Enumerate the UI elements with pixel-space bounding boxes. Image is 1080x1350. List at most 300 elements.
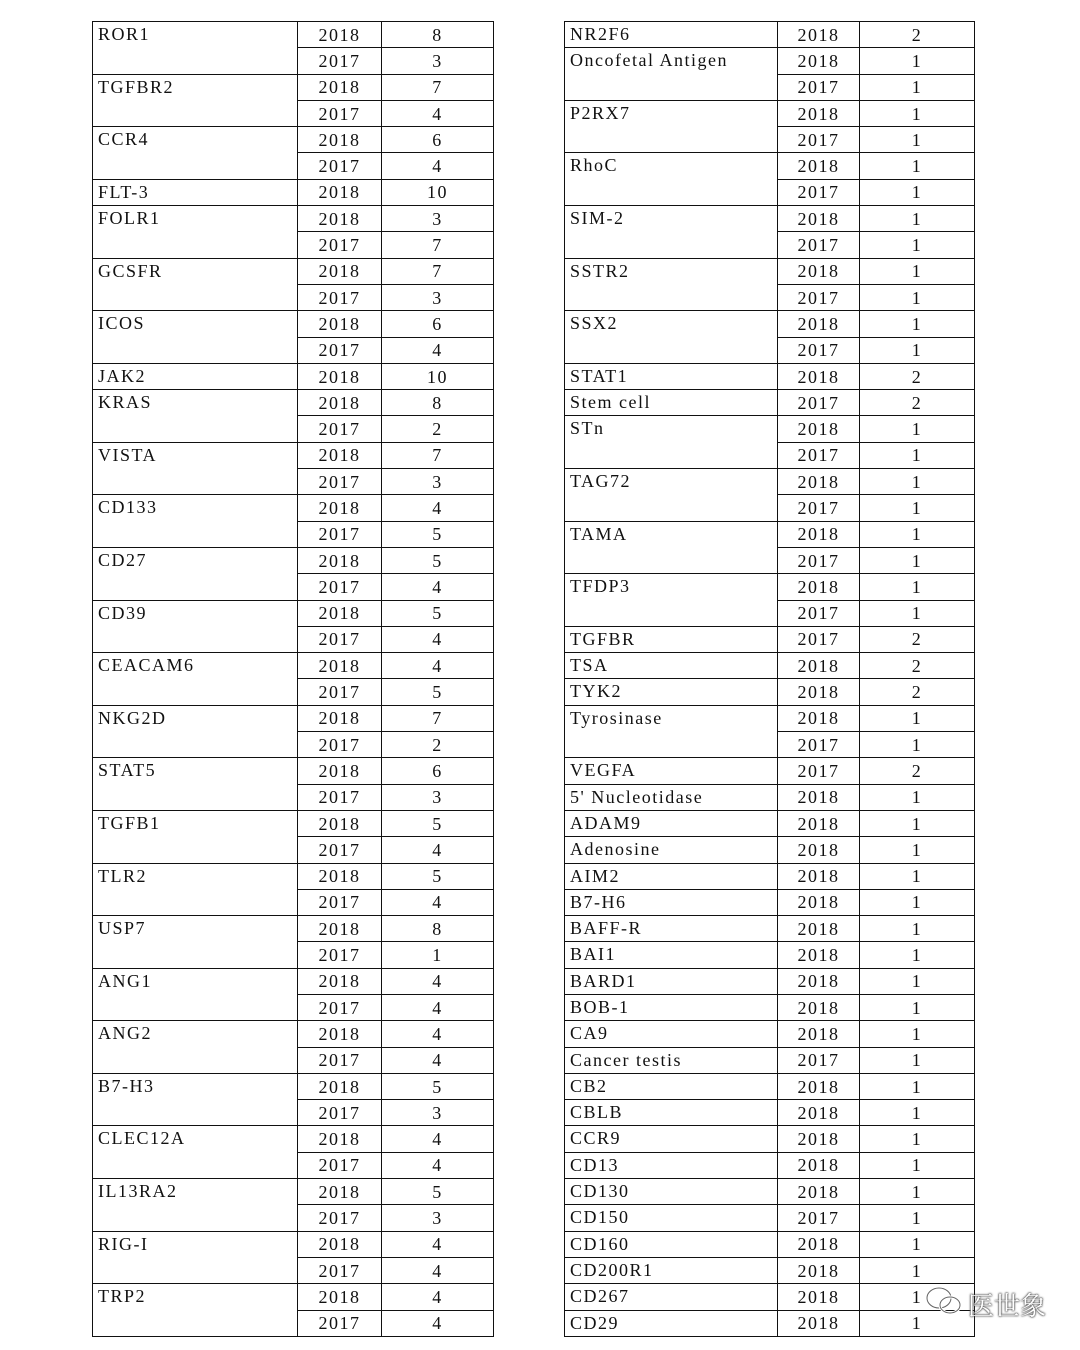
year-cell: 2017 — [298, 232, 382, 258]
count-cell: 4 — [382, 1126, 494, 1152]
count-cell: 4 — [382, 153, 494, 179]
table-row — [93, 1179, 494, 1205]
table-row — [93, 337, 494, 363]
target-name-cell: CD39 — [93, 600, 298, 626]
count-cell: 3 — [382, 48, 494, 74]
count-cell: 1 — [860, 916, 975, 942]
year-cell: 2018 — [298, 311, 382, 337]
count-cell: 2 — [860, 363, 975, 389]
count-cell: 1 — [860, 311, 975, 337]
target-name-cell: TRP2 — [93, 1284, 298, 1310]
table-row — [565, 574, 975, 600]
target-name-cell: CLEC12A — [93, 1126, 298, 1152]
count-cell: 1 — [860, 495, 975, 521]
target-name-cell-continued — [565, 337, 778, 363]
count-cell: 2 — [382, 732, 494, 758]
table-row — [565, 810, 975, 836]
table-row — [565, 1284, 975, 1310]
count-cell: 7 — [382, 258, 494, 284]
year-cell: 2017 — [778, 758, 860, 784]
year-cell: 2018 — [778, 863, 860, 889]
year-cell: 2017 — [778, 1047, 860, 1073]
table-row — [93, 206, 494, 232]
count-cell: 1 — [860, 600, 975, 626]
table-row — [565, 784, 975, 810]
count-cell: 1 — [860, 1257, 975, 1283]
table-row — [93, 679, 494, 705]
table-row — [93, 48, 494, 74]
year-cell: 2017 — [298, 1047, 382, 1073]
count-cell: 1 — [860, 994, 975, 1020]
table-row — [565, 994, 975, 1020]
target-name-cell: Tyrosinase — [565, 705, 778, 731]
table-row — [565, 179, 975, 205]
table-row — [93, 179, 494, 205]
table-row — [565, 1179, 975, 1205]
count-cell: 4 — [382, 1310, 494, 1336]
count-cell: 4 — [382, 1152, 494, 1178]
year-cell: 2018 — [778, 1152, 860, 1178]
count-cell: 1 — [860, 100, 975, 126]
year-cell: 2018 — [778, 521, 860, 547]
count-cell: 8 — [382, 916, 494, 942]
table-row — [93, 732, 494, 758]
year-cell: 2017 — [778, 284, 860, 310]
table-row — [93, 258, 494, 284]
count-cell: 6 — [382, 127, 494, 153]
table-row — [93, 968, 494, 994]
year-cell: 2018 — [298, 442, 382, 468]
target-name-cell-continued — [93, 942, 298, 968]
target-name-cell: USP7 — [93, 916, 298, 942]
count-cell: 1 — [860, 1021, 975, 1047]
count-cell: 4 — [382, 1231, 494, 1257]
table-row — [93, 889, 494, 915]
table-row — [565, 206, 975, 232]
target-name-cell-continued — [565, 547, 778, 573]
year-cell: 2017 — [298, 337, 382, 363]
year-cell: 2018 — [778, 968, 860, 994]
target-name-cell: P2RX7 — [565, 100, 778, 126]
target-name-cell: Cancer testis — [565, 1047, 778, 1073]
count-cell: 4 — [382, 100, 494, 126]
target-name-cell: TYK2 — [565, 679, 778, 705]
target-name-cell: CBLB — [565, 1100, 778, 1126]
table-row — [93, 1073, 494, 1099]
year-cell: 2018 — [298, 1073, 382, 1099]
target-name-cell: STAT1 — [565, 363, 778, 389]
table-row — [565, 1100, 975, 1126]
target-name-cell: VEGFA — [565, 758, 778, 784]
target-name-cell-continued — [93, 1257, 298, 1283]
target-name-cell-continued — [93, 1205, 298, 1231]
table-row — [93, 942, 494, 968]
year-cell: 2018 — [298, 863, 382, 889]
target-name-cell-continued — [565, 179, 778, 205]
count-cell: 4 — [382, 837, 494, 863]
target-name-cell: RIG-I — [93, 1231, 298, 1257]
year-cell: 2017 — [298, 626, 382, 652]
target-name-cell: ROR1 — [93, 22, 298, 48]
table-row — [565, 1231, 975, 1257]
count-cell: 8 — [382, 22, 494, 48]
year-cell: 2018 — [778, 1310, 860, 1336]
table-row — [565, 863, 975, 889]
target-name-cell: CD29 — [565, 1310, 778, 1336]
table-row — [93, 153, 494, 179]
year-cell: 2018 — [778, 916, 860, 942]
count-cell: 5 — [382, 679, 494, 705]
target-name-cell: JAK2 — [93, 363, 298, 389]
target-name-cell: TLR2 — [93, 863, 298, 889]
target-name-cell-continued — [93, 626, 298, 652]
year-cell: 2018 — [778, 837, 860, 863]
table-row — [565, 1047, 975, 1073]
table-row — [565, 1126, 975, 1152]
target-name-cell: TGFB1 — [93, 810, 298, 836]
year-cell: 2018 — [298, 600, 382, 626]
table-row — [93, 74, 494, 100]
target-name-cell-continued — [93, 732, 298, 758]
target-name-cell-continued — [565, 442, 778, 468]
table-row — [565, 337, 975, 363]
year-cell: 2017 — [298, 1310, 382, 1336]
target-name-cell-continued — [93, 784, 298, 810]
target-name-cell: FLT-3 — [93, 179, 298, 205]
table-row — [565, 74, 975, 100]
target-name-cell: TAMA — [565, 521, 778, 547]
year-cell: 2018 — [298, 74, 382, 100]
year-cell: 2017 — [778, 127, 860, 153]
count-cell: 5 — [382, 600, 494, 626]
target-name-cell: Adenosine — [565, 837, 778, 863]
count-cell: 5 — [382, 863, 494, 889]
year-cell: 2018 — [298, 810, 382, 836]
target-name-cell: AIM2 — [565, 863, 778, 889]
watermark-text: 医世象 — [967, 1292, 1046, 1322]
count-cell: 1 — [860, 732, 975, 758]
table-row — [565, 1021, 975, 1047]
year-cell: 2018 — [778, 363, 860, 389]
year-cell: 2018 — [298, 968, 382, 994]
table-row — [565, 284, 975, 310]
year-cell: 2018 — [778, 994, 860, 1020]
table-row — [565, 837, 975, 863]
count-cell: 1 — [860, 284, 975, 310]
target-name-cell: CD267 — [565, 1284, 778, 1310]
table-row — [565, 758, 975, 784]
year-cell: 2018 — [298, 495, 382, 521]
year-cell: 2018 — [298, 1284, 382, 1310]
table-row — [93, 547, 494, 573]
count-cell: 1 — [860, 574, 975, 600]
year-cell: 2018 — [298, 22, 382, 48]
table-row — [565, 390, 975, 416]
target-name-cell: TSA — [565, 653, 778, 679]
count-cell: 7 — [382, 705, 494, 731]
table-row — [93, 232, 494, 258]
count-cell: 1 — [860, 1073, 975, 1099]
table-row — [93, 574, 494, 600]
target-name-cell: FOLR1 — [93, 206, 298, 232]
table-row — [565, 732, 975, 758]
target-name-cell: STAT5 — [93, 758, 298, 784]
count-cell: 2 — [382, 416, 494, 442]
table-row — [565, 600, 975, 626]
count-cell: 1 — [860, 1231, 975, 1257]
count-cell: 1 — [860, 784, 975, 810]
count-cell: 1 — [860, 547, 975, 573]
target-name-cell: TGFBR2 — [93, 74, 298, 100]
table-row — [565, 626, 975, 652]
table-row — [93, 626, 494, 652]
count-cell: 5 — [382, 521, 494, 547]
target-name-cell-continued — [565, 127, 778, 153]
year-cell: 2018 — [778, 469, 860, 495]
target-name-cell: NKG2D — [93, 705, 298, 731]
year-cell: 2018 — [778, 22, 860, 48]
year-cell: 2017 — [298, 784, 382, 810]
count-cell: 6 — [382, 758, 494, 784]
year-cell: 2017 — [778, 442, 860, 468]
year-cell: 2017 — [778, 547, 860, 573]
year-cell: 2018 — [298, 363, 382, 389]
year-cell: 2018 — [778, 810, 860, 836]
count-cell: 7 — [382, 232, 494, 258]
count-cell: 1 — [860, 705, 975, 731]
count-cell: 1 — [860, 810, 975, 836]
count-cell: 1 — [860, 48, 975, 74]
count-cell: 1 — [860, 863, 975, 889]
target-name-cell: B7-H3 — [93, 1073, 298, 1099]
table-row — [93, 837, 494, 863]
count-cell: 7 — [382, 74, 494, 100]
count-cell: 4 — [382, 574, 494, 600]
year-cell: 2018 — [778, 1126, 860, 1152]
count-cell: 1 — [382, 942, 494, 968]
table-row — [565, 311, 975, 337]
table-row — [565, 153, 975, 179]
table-row — [565, 1073, 975, 1099]
year-cell: 2018 — [298, 758, 382, 784]
count-cell: 1 — [860, 74, 975, 100]
table-row — [93, 1126, 494, 1152]
year-cell: 2018 — [298, 547, 382, 573]
target-name-cell-continued — [93, 416, 298, 442]
year-cell: 2018 — [298, 1021, 382, 1047]
count-cell: 8 — [382, 390, 494, 416]
target-name-cell-continued — [93, 574, 298, 600]
year-cell: 2018 — [778, 1284, 860, 1310]
table-row — [93, 284, 494, 310]
table-row — [565, 653, 975, 679]
target-name-cell-continued — [93, 1047, 298, 1073]
year-cell: 2018 — [298, 705, 382, 731]
year-cell: 2018 — [298, 1179, 382, 1205]
count-cell: 1 — [860, 1284, 975, 1310]
year-cell: 2017 — [778, 390, 860, 416]
target-name-cell-continued — [93, 100, 298, 126]
year-cell: 2018 — [778, 206, 860, 232]
target-name-cell: RhoC — [565, 153, 778, 179]
count-cell: 2 — [860, 679, 975, 705]
year-cell: 2017 — [298, 1257, 382, 1283]
target-name-cell: CD130 — [565, 1179, 778, 1205]
table-row — [565, 1310, 975, 1336]
count-cell: 3 — [382, 284, 494, 310]
target-table-left — [92, 21, 494, 1337]
count-cell: 1 — [860, 521, 975, 547]
table-row — [93, 127, 494, 153]
table-row — [93, 758, 494, 784]
count-cell: 7 — [382, 442, 494, 468]
year-cell: 2017 — [298, 837, 382, 863]
target-name-cell: GCSFR — [93, 258, 298, 284]
target-name-cell: VISTA — [93, 442, 298, 468]
count-cell: 1 — [860, 232, 975, 258]
year-cell: 2017 — [778, 600, 860, 626]
table-row — [565, 100, 975, 126]
target-name-cell: TGFBR — [565, 626, 778, 652]
target-name-cell: KRAS — [93, 390, 298, 416]
table-row — [565, 363, 975, 389]
target-name-cell: 5' Nucleotidase — [565, 784, 778, 810]
count-cell: 4 — [382, 1021, 494, 1047]
table-row — [93, 1100, 494, 1126]
year-cell: 2017 — [298, 521, 382, 547]
count-cell: 4 — [382, 626, 494, 652]
target-name-cell: SIM-2 — [565, 206, 778, 232]
table-row — [93, 600, 494, 626]
target-name-cell: SSTR2 — [565, 258, 778, 284]
wechat-icon — [924, 1284, 964, 1325]
count-cell: 1 — [860, 1126, 975, 1152]
target-name-cell: ANG1 — [93, 968, 298, 994]
count-cell: 1 — [860, 153, 975, 179]
table-row — [565, 1152, 975, 1178]
count-cell: 1 — [860, 179, 975, 205]
table-row — [93, 1205, 494, 1231]
table-row — [565, 942, 975, 968]
target-name-cell: BARD1 — [565, 968, 778, 994]
count-cell: 1 — [860, 469, 975, 495]
count-cell: 2 — [860, 653, 975, 679]
count-cell: 1 — [860, 1205, 975, 1231]
year-cell: 2018 — [778, 100, 860, 126]
table-row — [565, 416, 975, 442]
year-cell: 2018 — [778, 574, 860, 600]
table-row — [565, 968, 975, 994]
year-cell: 2017 — [778, 74, 860, 100]
target-table-right — [564, 21, 975, 1337]
target-name-cell: Oncofetal Antigen — [565, 48, 778, 74]
table-row — [565, 1205, 975, 1231]
target-name-cell: STn — [565, 416, 778, 442]
target-name-cell: CEACAM6 — [93, 653, 298, 679]
table-row — [93, 1257, 494, 1283]
count-cell: 3 — [382, 206, 494, 232]
target-name-cell: CD160 — [565, 1231, 778, 1257]
count-cell: 5 — [382, 547, 494, 573]
year-cell: 2018 — [778, 258, 860, 284]
target-name-cell-continued — [93, 679, 298, 705]
target-name-cell: CB2 — [565, 1073, 778, 1099]
year-cell: 2017 — [298, 889, 382, 915]
count-cell: 4 — [382, 1047, 494, 1073]
year-cell: 2017 — [298, 48, 382, 74]
target-name-cell: BAI1 — [565, 942, 778, 968]
table-row — [565, 48, 975, 74]
target-name-cell-continued — [93, 284, 298, 310]
year-cell: 2017 — [298, 416, 382, 442]
target-name-cell: CD13 — [565, 1152, 778, 1178]
count-cell: 2 — [860, 390, 975, 416]
target-name-cell-continued — [93, 232, 298, 258]
table-row — [93, 653, 494, 679]
count-cell: 4 — [382, 1257, 494, 1283]
target-name-cell-continued — [93, 889, 298, 915]
target-name-cell-continued — [565, 495, 778, 521]
year-cell: 2018 — [778, 1179, 860, 1205]
table-body — [565, 22, 975, 1337]
year-cell: 2018 — [778, 416, 860, 442]
count-cell: 2 — [860, 758, 975, 784]
year-cell: 2018 — [778, 942, 860, 968]
table-row — [565, 547, 975, 573]
table-row — [565, 495, 975, 521]
table-row — [93, 1152, 494, 1178]
table-row — [565, 442, 975, 468]
target-name-cell-continued — [93, 521, 298, 547]
count-cell: 4 — [382, 653, 494, 679]
target-name-cell-continued — [93, 1310, 298, 1336]
year-cell: 2018 — [778, 311, 860, 337]
count-cell: 1 — [860, 1310, 975, 1336]
table-row — [93, 442, 494, 468]
target-name-cell: B7-H6 — [565, 889, 778, 915]
year-cell: 2017 — [298, 153, 382, 179]
count-cell: 1 — [860, 889, 975, 915]
count-cell: 10 — [382, 363, 494, 389]
year-cell: 2017 — [778, 232, 860, 258]
year-cell: 2018 — [778, 1073, 860, 1099]
count-cell: 1 — [860, 337, 975, 363]
year-cell: 2017 — [298, 574, 382, 600]
target-name-cell: NR2F6 — [565, 22, 778, 48]
table-row — [93, 705, 494, 731]
target-name-cell-continued — [93, 48, 298, 74]
table-row — [93, 1310, 494, 1336]
target-name-cell-continued — [93, 469, 298, 495]
target-name-cell: CCR4 — [93, 127, 298, 153]
count-cell: 10 — [382, 179, 494, 205]
year-cell: 2018 — [298, 1126, 382, 1152]
target-name-cell: CCR9 — [565, 1126, 778, 1152]
count-cell: 5 — [382, 1179, 494, 1205]
table-row — [565, 705, 975, 731]
target-name-cell-continued — [93, 994, 298, 1020]
year-cell: 2018 — [778, 153, 860, 179]
year-cell: 2018 — [298, 206, 382, 232]
year-cell: 2017 — [298, 732, 382, 758]
table-row — [565, 469, 975, 495]
table-row — [93, 521, 494, 547]
count-cell: 3 — [382, 469, 494, 495]
count-cell: 1 — [860, 206, 975, 232]
table-row — [93, 863, 494, 889]
table-row — [93, 390, 494, 416]
year-cell: 2018 — [298, 258, 382, 284]
